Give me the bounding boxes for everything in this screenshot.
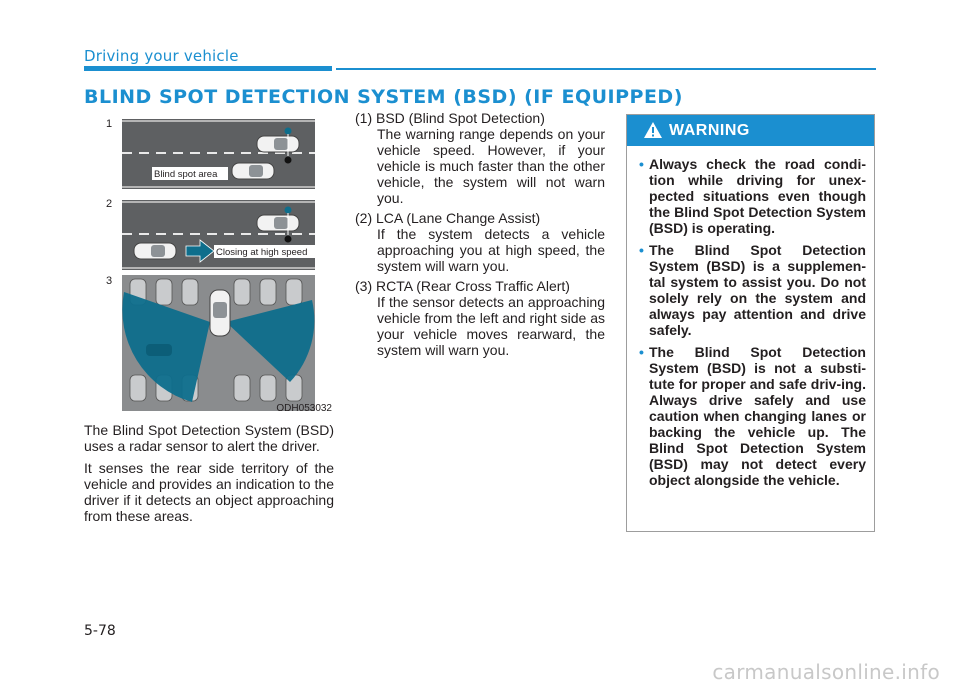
- car-approaching-2: [134, 243, 176, 259]
- figure-label-2: 2: [106, 198, 113, 210]
- warning-box: [626, 114, 875, 532]
- page-heading: BLIND SPOT DETECTION SYSTEM (BSD) (IF EQUIPPED): [84, 86, 683, 108]
- warning-item: [639, 344, 866, 488]
- header-rule-thin: [336, 68, 876, 70]
- bullet-icon: •: [639, 156, 644, 172]
- warning-item: [639, 242, 866, 338]
- intro-paragraph: It senses the rear side territory of the vehicle and provides an indication to the driver if it detects an object approaching from these areas.: [84, 460, 334, 524]
- warning-title: WARNING: [669, 122, 750, 139]
- mode-desc-lca: If the system detects a vehicle approaching you at high speed, the system will warn you.: [377, 226, 605, 274]
- warning-list: [627, 146, 874, 488]
- bsd-diagram: [84, 112, 336, 417]
- closing-speed-label: Closing at high speed: [216, 247, 308, 258]
- watermark: carmanualsonline.info: [712, 660, 940, 684]
- intro-text: [84, 422, 334, 530]
- car-top-right-1: [257, 136, 299, 152]
- bullet-icon: •: [639, 344, 644, 360]
- intro-paragraph: The Blind Spot Detection System (BSD) uses a radar sensor to alert the driver.: [84, 422, 334, 454]
- mode-title-rcta: (3) RCTA (Rear Cross Traffic Alert): [355, 278, 570, 294]
- blind-spot-area-label: Blind spot area: [154, 169, 218, 180]
- page-number: 5-78: [84, 623, 116, 639]
- section-label: Driving your vehicle: [84, 47, 239, 65]
- figure-label-1: 1: [106, 118, 113, 130]
- figure-code: ODH053032: [276, 403, 332, 414]
- mode-desc-bsd: The warning range depends on your vehicle speed. However, if your vehicle is much faster than the other vehicle, the system will not warn you.: [377, 126, 605, 206]
- header-rule-thick: [84, 66, 332, 71]
- warning-header: [627, 115, 874, 146]
- car-host-1: [232, 163, 274, 179]
- warning-item-text: Always check the road condi-tion while driving for unex-pected situations even though the Blind Spot Detection System (BSD) is operating.: [649, 156, 866, 236]
- mode-desc-rcta: If the sensor detects an approaching vehicle from the left and right side as your vehicle moves rearward, the system will warn you.: [377, 294, 606, 358]
- warning-item: [639, 156, 866, 236]
- warning-item-text: The Blind Spot Detection System (BSD) is a supplemen-tal system to assist you. Do not solely rely on the system and always pay attention and drive safely.: [649, 242, 866, 338]
- bsd-illustration: [84, 112, 336, 417]
- car-top-right-2: [257, 215, 299, 231]
- figure-label-3: 3: [106, 275, 113, 287]
- car-host-3: [210, 290, 230, 336]
- warning-item-text: The Blind Spot Detection System (BSD) is not a substi-tute for proper and safe driv-ing. Always drive safely and use caution when changing lanes or backing the vehicle up. The Blind Spot Detection System (BSD) may not detect every object alongside the vehicle.: [649, 344, 866, 488]
- warning-triangle-icon: [643, 121, 663, 139]
- mode-list: [355, 110, 605, 362]
- mode-title-bsd: (1) BSD (Blind Spot Detection): [355, 110, 545, 126]
- bullet-icon: •: [639, 242, 644, 258]
- mode-title-lca: (2) LCA (Lane Change Assist): [355, 210, 541, 226]
